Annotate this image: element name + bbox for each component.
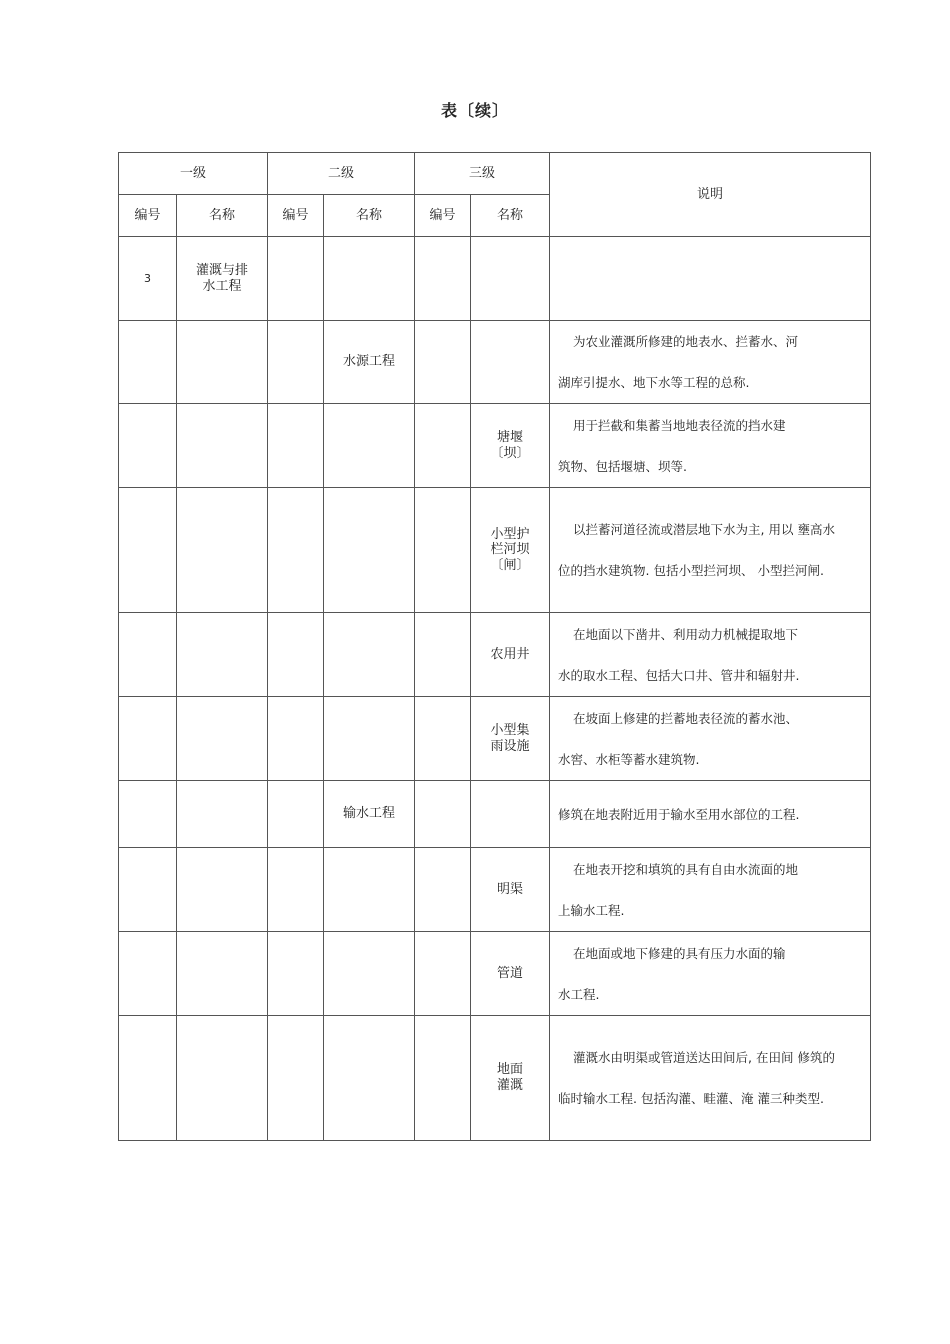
table-row [119,848,871,932]
l3-name-line: 小型护 [490,526,530,542]
desc-line: 为农业灌溉所修建的地表水、拦蓄水、河 [573,334,799,349]
l3-name-line: 塘堰 [497,429,524,445]
l3-name-cell [471,404,550,488]
header-desc: 说明 [550,153,871,237]
desc-line: 以拦蓄河道径流或潜层地下水为主, 用以 壅高水 [573,522,835,537]
l3-name-cell: 明渠 [471,848,550,932]
l3-code-cell [415,321,471,404]
desc-line: 临时输水工程. 包括沟灌、畦灌、淹 灌三种类型. [558,1091,824,1106]
desc-line: 在地面或地下修建的具有压力水面的输 [573,945,786,961]
desc-cell [550,697,871,781]
desc-line: 湖库引提水、地下水等工程的总称. [558,375,750,390]
l3-name-cell [471,237,550,321]
desc-line: 在地面以下凿井、利用动力机械提取地下 [573,626,799,642]
table-row [119,404,871,488]
l3-name-cell: 管道 [471,932,550,1016]
table-row [119,613,871,697]
l3-name-cell [471,321,550,404]
l1-name-line: 灌溉与排 [196,262,249,278]
desc-line: 上输水工程. [558,902,625,918]
desc-cell [550,237,871,321]
l3-name-cell: 农用井 [471,613,550,697]
l3-name-line: 雨设施 [490,738,530,754]
l3-name-cell [471,488,550,613]
header-level1: 一级 [119,153,268,195]
classification-table [118,152,871,1141]
l2-code-cell [268,237,324,321]
table-row [119,781,871,848]
l3-name-line: 〔闸〕 [490,557,530,573]
l1-code-cell [119,321,177,404]
table-title: 表〔续〕 [440,101,509,120]
desc-line: 在坡面上修建的拦蓄地表径流的蓄水池、 [573,710,799,726]
desc-cell [550,613,871,697]
l3-name-cell [471,697,550,781]
desc-cell [550,848,871,932]
desc-cell [550,488,871,613]
table-row [119,932,871,1016]
header-code: 编号 [268,195,324,237]
l3-name-line: 小型集 [490,722,530,738]
desc-line: 灌溉水由明渠或管道送达田间后, 在田间 修筑的 [573,1050,835,1065]
desc-cell [550,404,871,488]
l3-code-cell [415,237,471,321]
desc-line: 水的取水工程、包括大口井、管井和辐射井. [558,667,800,683]
l1-name-cell [177,237,268,321]
header-name: 名称 [177,195,268,237]
header-name: 名称 [471,195,550,237]
desc-line: 水窖、水柜等蓄水建筑物. [558,751,700,767]
desc-line: 在地表开挖和填筑的具有自由水流面的地 [573,861,799,877]
l3-name-cell [471,1016,550,1141]
desc-cell [550,781,871,848]
l2-name-cell [324,237,415,321]
header-code: 编号 [119,195,177,237]
l3-name-line: 〔坝〕 [490,445,530,461]
desc-cell [550,1016,871,1141]
desc-line: 修筑在地表附近用于输水至用水部位的工程. [558,806,800,822]
table-row [119,237,871,321]
table-row [119,488,871,613]
header-row-levels [119,153,871,195]
l2-name-cell: 输水工程 [324,781,415,848]
desc-line: 位的挡水建筑物. 包括小型拦河坝、 小型拦河闸. [558,563,824,578]
l3-name-line: 灌溉 [497,1078,524,1093]
l1-name-cell [177,321,268,404]
desc-line: 筑物、包括堰塘、坝等. [558,458,688,474]
header-level2: 二级 [268,153,415,195]
l3-name-line: 栏河坝 [490,542,530,558]
desc-line: 用于拦截和集蓄当地地表径流的挡水建 [573,417,786,433]
l1-code-cell: 3 [119,237,177,321]
l1-name-line: 水工程 [202,278,242,294]
header-name: 名称 [324,195,415,237]
desc-cell [550,321,871,404]
l2-code-cell [268,321,324,404]
table-row [119,697,871,781]
header-level3: 三级 [415,153,550,195]
header-code: 编号 [415,195,471,237]
table-row [119,1016,871,1141]
desc-line: 水工程. [558,986,600,1002]
desc-cell [550,932,871,1016]
l2-name-cell: 水源工程 [324,321,415,404]
l3-name-line: 地面 [497,1062,524,1078]
table-row [119,321,871,404]
